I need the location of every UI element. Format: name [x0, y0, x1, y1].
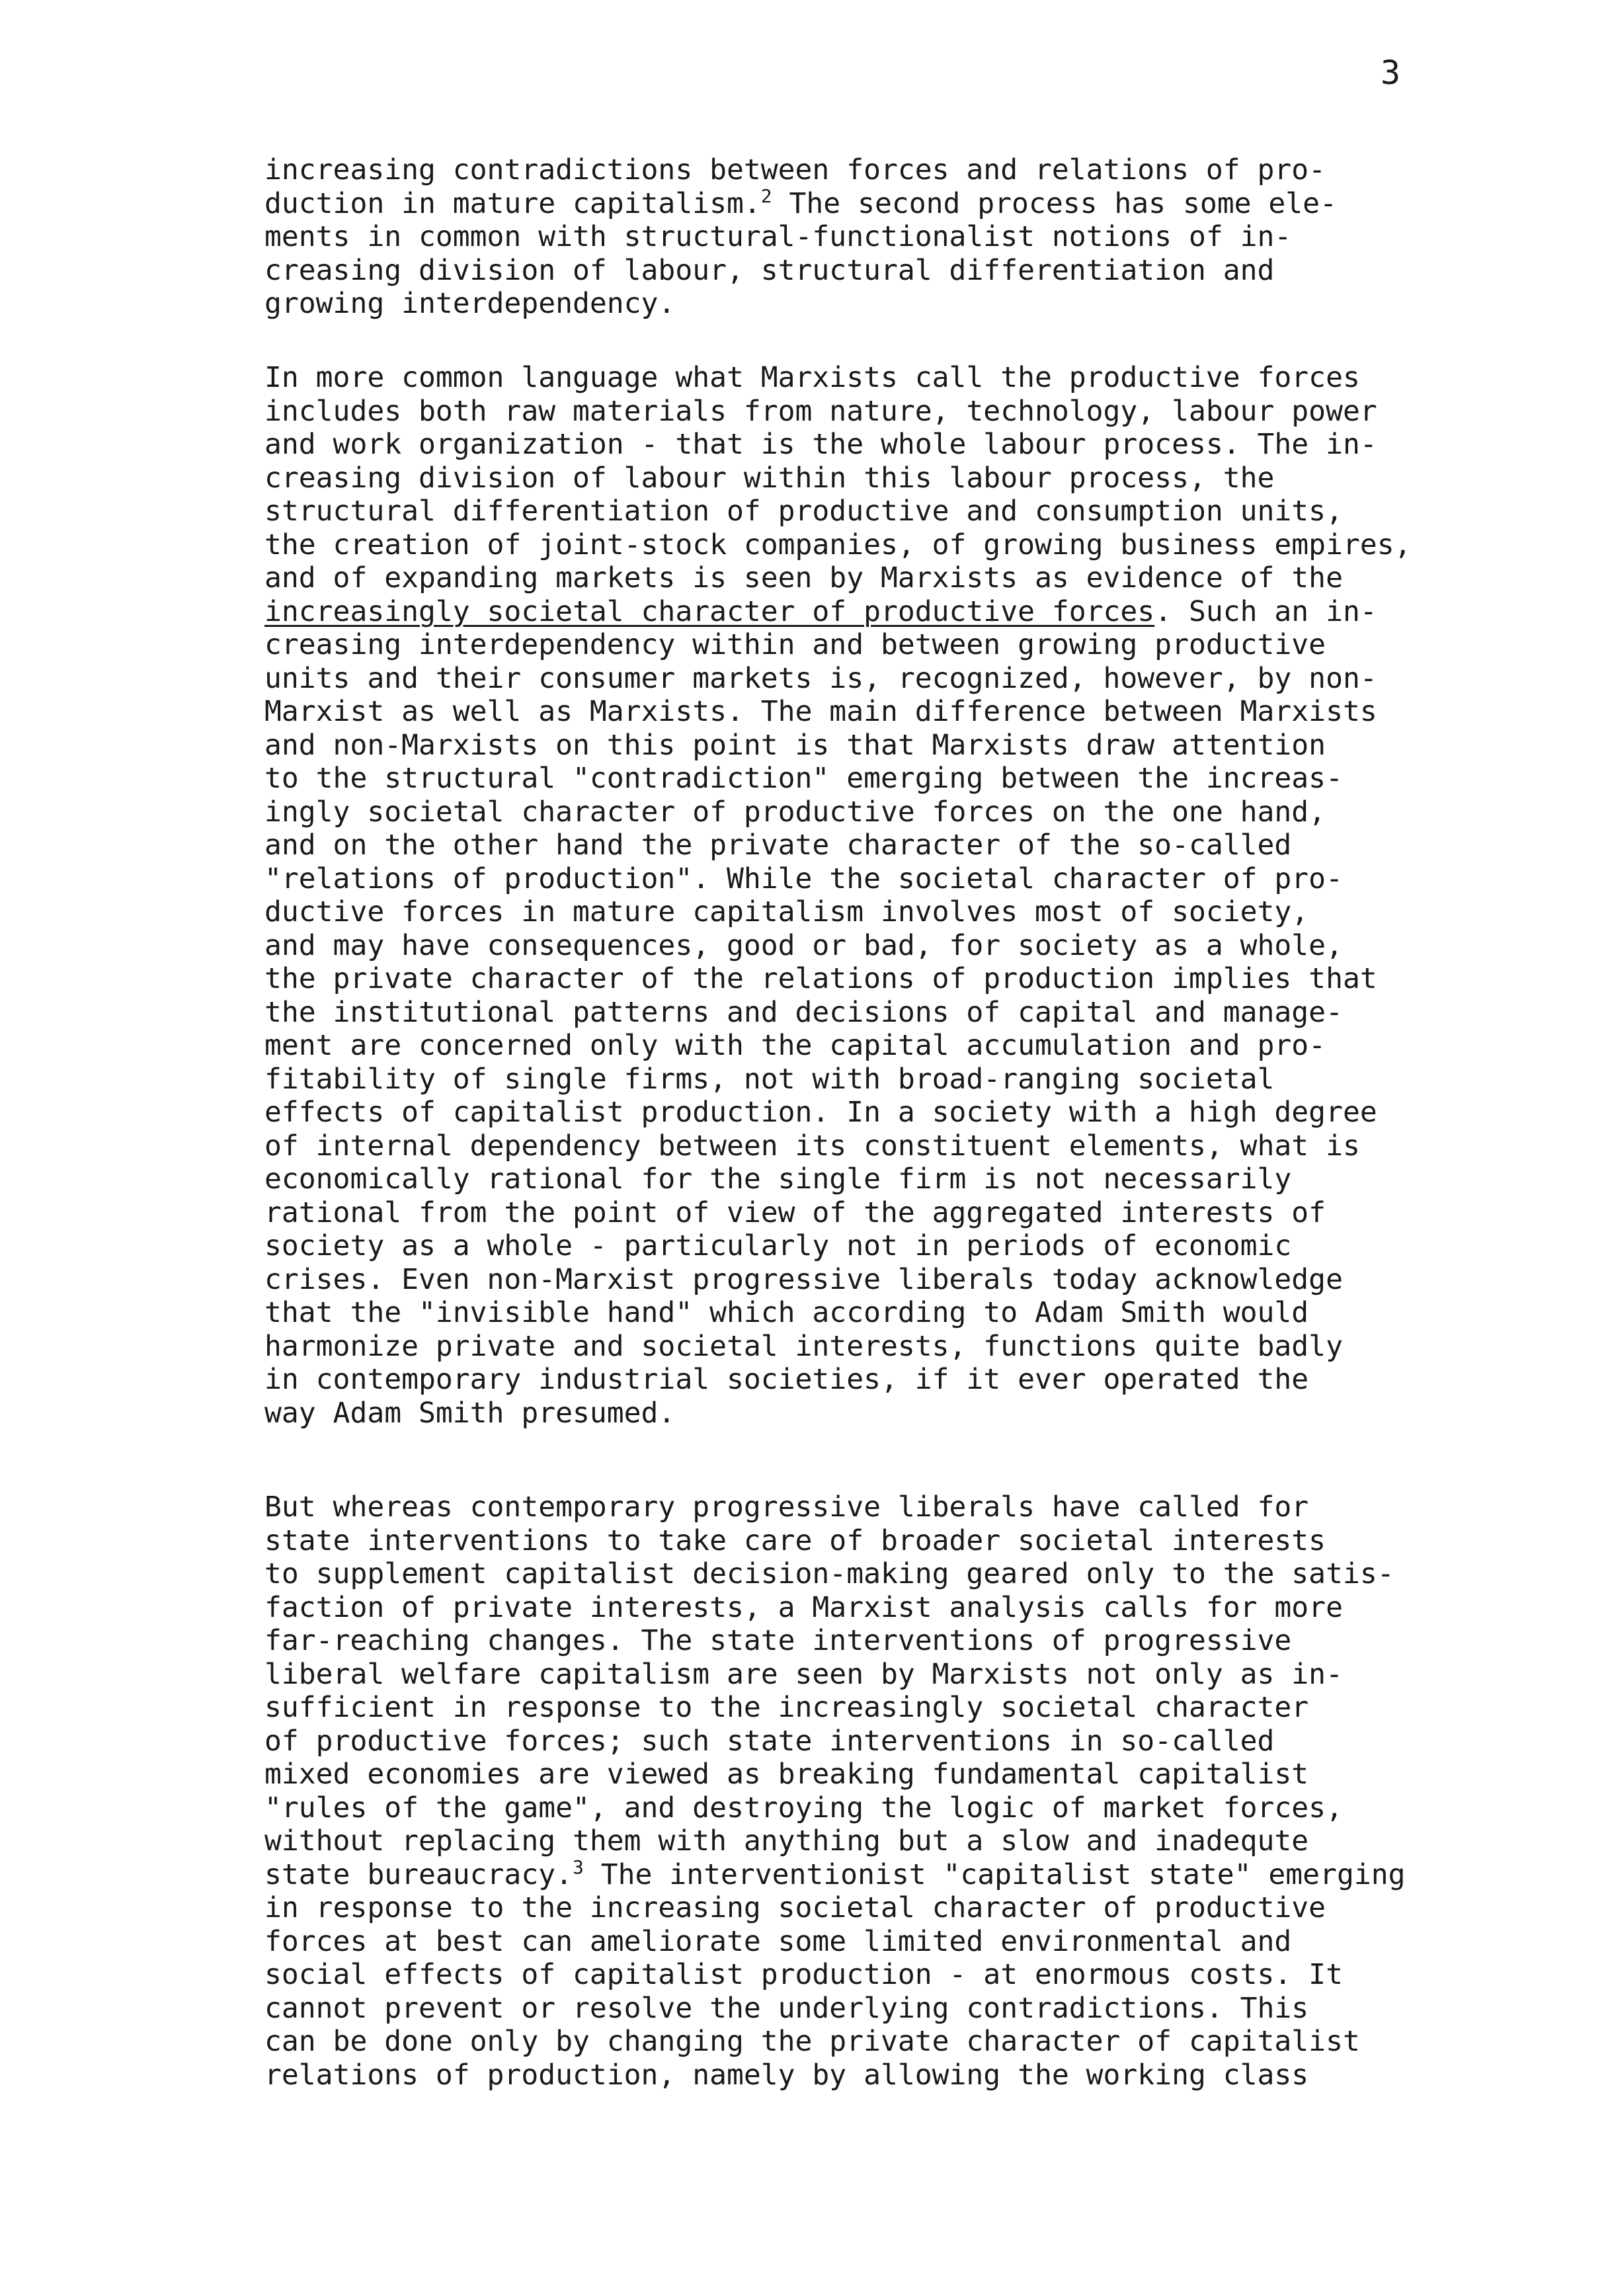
text-line	[264, 996, 1468, 1030]
line-text: the creation of joint-stock companies, of growing business empires,	[264, 528, 1412, 561]
text-line	[264, 184, 1468, 221]
line-text: ments in common with structural-functionalist notions of in-	[264, 220, 1292, 253]
text-line	[264, 695, 1468, 729]
text-line	[264, 1229, 1468, 1263]
text-line	[264, 1491, 1468, 1524]
text-line	[264, 1063, 1468, 1096]
text-line	[264, 762, 1468, 796]
text-line	[264, 962, 1468, 996]
line-text: relations of production, namely by allowing the working class	[264, 2058, 1309, 2092]
line-text: increasing contradictions between forces and relations of pro-	[264, 153, 1326, 186]
line-text: the private character of the relations of production implies that	[264, 962, 1377, 995]
text-line	[264, 1725, 1468, 1758]
line-text-continued: The second process has some ele-	[772, 186, 1337, 220]
text-line	[264, 1296, 1468, 1330]
footnote-marker: 2	[760, 184, 772, 207]
line-text: can be done only by changing the private character of capitalist	[264, 2025, 1360, 2058]
line-text: includes both raw materials from nature, technology, labour power	[264, 394, 1377, 428]
line-text: to supplement capitalist decision-making geared only to the satis-	[264, 1557, 1394, 1590]
text-line	[264, 628, 1468, 662]
line-text: Marxist as well as Marxists. The main difference between Marxists	[264, 695, 1377, 728]
text-line	[264, 1691, 1468, 1725]
line-text: fitability of single firms, not with broad-ranging societal	[264, 1062, 1275, 1096]
text-line	[264, 153, 1468, 187]
line-text: In more common language what Marxists call the productive forces	[264, 361, 1360, 394]
line-text: crises. Even non-Marxist progressive liberals today acknowledge	[264, 1262, 1343, 1296]
text-line	[264, 1524, 1468, 1558]
text-line	[264, 1891, 1468, 1925]
text-line	[264, 1824, 1468, 1858]
text-line	[264, 1397, 1468, 1430]
text-line	[264, 595, 1468, 629]
line-text: to the structural "contradiction" emerging between the increas-	[264, 762, 1343, 795]
text-line	[264, 829, 1468, 862]
text-line	[264, 1658, 1468, 1692]
line-text: duction in mature capitalism.	[264, 186, 761, 220]
text-line	[264, 1557, 1468, 1591]
line-text: in response to the increasing societal character of productive	[264, 1891, 1326, 1924]
text-line	[264, 287, 1468, 321]
text-line	[264, 1196, 1468, 1230]
paragraph-2	[264, 361, 1468, 1430]
footnote-marker: 3	[573, 1856, 584, 1878]
text-line	[264, 1591, 1468, 1625]
line-text-continued: . Such an in-	[1154, 594, 1377, 628]
text-line	[264, 1029, 1468, 1063]
line-text: creasing interdependency within and between growing productive	[264, 628, 1326, 661]
text-line	[264, 729, 1468, 762]
text-line	[264, 361, 1468, 395]
line-text: society as a whole - particularly not in periods of economic	[264, 1229, 1292, 1262]
text-line	[264, 1925, 1468, 1959]
text-line	[264, 1330, 1468, 1364]
line-text: of internal dependency between its constituent elements, what is	[264, 1129, 1360, 1163]
text-line	[264, 462, 1468, 495]
text-line	[264, 428, 1468, 462]
line-text: state interventions to take care of broader societal interests	[264, 1524, 1326, 1557]
text-line	[264, 862, 1468, 896]
line-text: sufficient in response to the increasingly societal character	[264, 1691, 1309, 1724]
line-text: social effects of capitalist production - at enormous costs. It	[264, 1958, 1343, 1991]
line-text: ment are concerned only with the capital accumulation and pro-	[264, 1029, 1326, 1062]
text-line	[264, 1858, 1468, 1892]
line-text: liberal welfare capitalism are seen by Marxists not only as in-	[264, 1657, 1343, 1691]
text-line	[264, 796, 1468, 829]
line-text: structural differentiation of productive and consumption units,	[264, 495, 1343, 528]
text-line	[264, 220, 1468, 254]
line-text: faction of private interests, a Marxist analysis calls for more	[264, 1590, 1343, 1624]
line-text: creasing division of labour within this labour process, the	[264, 461, 1275, 495]
line-text: ductive forces in mature capitalism involves most of society,	[264, 895, 1309, 928]
line-text: and of expanding markets is seen by Marxists as evidence of the	[264, 561, 1343, 594]
line-text: But whereas contemporary progressive liberals have called for	[264, 1491, 1309, 1524]
text-line	[264, 662, 1468, 696]
line-text: economically rational for the single firm is not necessarily	[264, 1163, 1292, 1196]
line-text: mixed economies are viewed as breaking fundamental capitalist	[264, 1758, 1309, 1791]
line-text: that the "invisible hand" which according to Adam Smith would	[264, 1296, 1309, 1329]
line-text: and on the other hand the private character of the so-called	[264, 829, 1292, 862]
text-line	[264, 2025, 1468, 2059]
text-line	[264, 1992, 1468, 2026]
line-text: of productive forces; such state interventions in so-called	[264, 1724, 1275, 1758]
line-text: without replacing them with anything but a slow and inadequte	[264, 1824, 1309, 1858]
line-text: way Adam Smith presumed.	[264, 1396, 676, 1430]
line-text: forces at best can ameliorate some limited environmental and	[264, 1924, 1292, 1958]
line-text: units and their consumer markets is, recognized, however, by non-	[264, 661, 1377, 695]
line-text: and non-Marxists on this point is that Marxists draw attention	[264, 728, 1326, 762]
text-line	[264, 395, 1468, 429]
text-line	[264, 1263, 1468, 1297]
page-number: 3	[1381, 54, 1401, 92]
text-line	[264, 254, 1468, 288]
line-text: creasing division of labour, structural differentiation and	[264, 253, 1275, 287]
text-line	[264, 1624, 1468, 1658]
line-text: and may have consequences, good or bad, for society as a whole,	[264, 928, 1343, 962]
line-text: effects of capitalist production. In a society with a high degree	[264, 1096, 1377, 1129]
text-line	[264, 1958, 1468, 1992]
line-text: "rules of the game", and destroying the logic of market forces,	[264, 1791, 1343, 1824]
text-line	[264, 1129, 1468, 1163]
line-text: rational from the point of view of the aggregated interests of	[264, 1196, 1326, 1229]
line-text: cannot prevent or resolve the underlying contradictions. This	[264, 1991, 1309, 2025]
line-text: the institutional patterns and decisions of capital and manage-	[264, 995, 1343, 1029]
line-text: growing interdependency.	[264, 287, 676, 320]
line-text: ingly societal character of productive forces on the one hand,	[264, 795, 1326, 829]
line-text: "relations of production". While the societal character of pro-	[264, 862, 1343, 895]
line-text-continued: The interventionist "capitalist state" emerging	[583, 1858, 1406, 1891]
text-line	[264, 929, 1468, 963]
text-line	[264, 2059, 1468, 2092]
text-line	[264, 1163, 1468, 1196]
line-text: far-reaching changes. The state interventions of progressive	[264, 1624, 1292, 1657]
underlined-phrase: increasingly societal character of productive forces	[264, 594, 1155, 628]
text-line	[264, 1758, 1468, 1791]
line-text: harmonize private and societal interests, functions quite badly	[264, 1329, 1343, 1363]
text-line	[264, 495, 1468, 528]
line-text: and work organization - that is the whole labour process. The in-	[264, 428, 1377, 461]
line-text: in contemporary industrial societies, if it ever operated the	[264, 1363, 1309, 1396]
line-text: state bureaucracy.	[264, 1858, 573, 1891]
text-line	[264, 528, 1468, 562]
text-line	[264, 561, 1468, 595]
paragraph-3	[264, 1491, 1468, 2092]
text-line	[264, 1096, 1468, 1129]
paragraph-1	[264, 153, 1468, 321]
text-line	[264, 1791, 1468, 1825]
text-line	[264, 1363, 1468, 1397]
text-line	[264, 895, 1468, 929]
